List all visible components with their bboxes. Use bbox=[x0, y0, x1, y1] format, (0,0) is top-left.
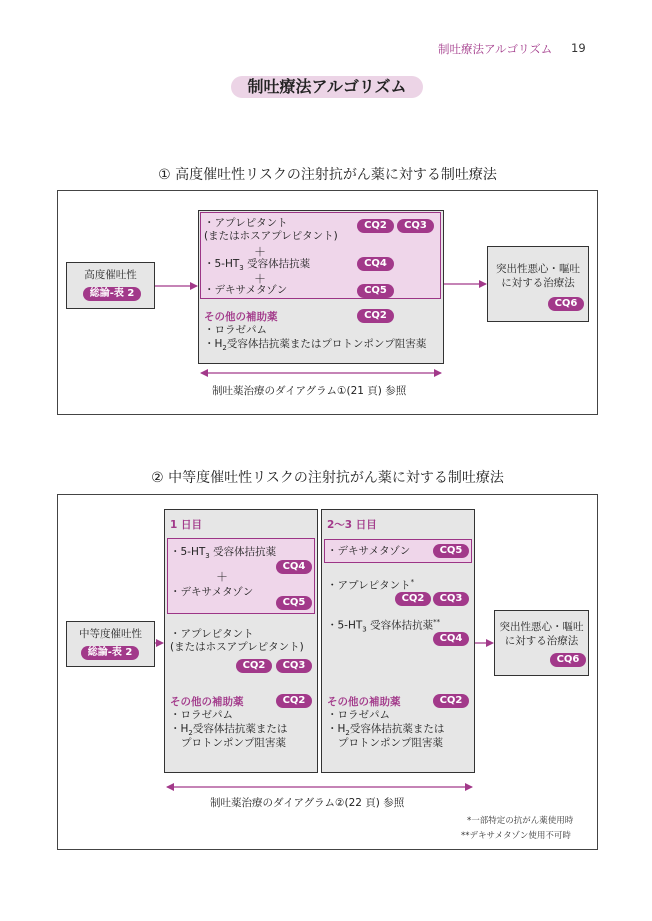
s2-d2-other2-line2: プロトンポンプ阻害薬 bbox=[338, 737, 443, 749]
s2-d2-other-cq2-badge[interactable]: CQ2 bbox=[433, 694, 469, 708]
s2-footnote-2: **デキサメタゾン使用不可時 bbox=[461, 831, 571, 841]
s1-item1-line2: (またはホスアプレピタント) bbox=[204, 230, 338, 242]
section2-title: ② 中等度催吐性リスクの注射抗がん薬に対する制吐療法 bbox=[151, 470, 504, 486]
s2-d2-other1: ・ロラゼパム bbox=[327, 709, 390, 721]
s2-d1-other1: ・ロラゼパム bbox=[170, 709, 233, 721]
s1-plus-2: ＋ bbox=[254, 272, 267, 286]
s1-item3: ・デキサメタゾン bbox=[204, 284, 288, 296]
s2-diagram-ref: 制吐薬治療のダイアグラム②(22 頁) 参照 bbox=[210, 797, 405, 809]
s1-cq4-badge[interactable]: CQ4 bbox=[357, 257, 394, 271]
s2-end-line2: に対する治療法 bbox=[504, 635, 579, 647]
page-title: 制吐療法アルゴリズム bbox=[231, 76, 423, 98]
s2-footnote-1: *一部特定の抗がん薬使用時 bbox=[467, 816, 574, 826]
s1-cq2-badge[interactable]: CQ2 bbox=[357, 219, 394, 233]
s2-d2-item3: ・$5-HT_3$ 受容体拮抗薬** bbox=[327, 618, 441, 634]
s1-cq3-badge[interactable]: CQ3 bbox=[397, 219, 434, 233]
s2-d1-other2: ・$H_2$受容体拮抗薬または bbox=[170, 723, 288, 738]
s2-day1-label: 1 日目 bbox=[170, 519, 202, 531]
s2-d1-item3-line1: ・アプレピタント bbox=[170, 628, 254, 640]
running-header-title: 制吐療法アルゴリズム bbox=[438, 42, 553, 56]
s2-d2-cq2-badge[interactable]: CQ2 bbox=[395, 592, 431, 606]
s2-d2-item2: ・アプレピタント* bbox=[327, 578, 415, 592]
s2-d1-item2: ・デキサメタゾン bbox=[170, 586, 254, 598]
s2-d2-other-label: その他の補助薬 bbox=[327, 696, 401, 708]
s2-d1-other2-line2: プロトンポンプ阻害薬 bbox=[181, 737, 286, 749]
s2-day23-label: 2〜3 日目 bbox=[327, 519, 377, 531]
s2-d1-cq3-badge[interactable]: CQ3 bbox=[276, 659, 312, 673]
s2-d2-cq4-badge[interactable]: CQ4 bbox=[433, 632, 469, 646]
s1-diagram-ref: 制吐薬治療のダイアグラム①(21 頁) 参照 bbox=[212, 385, 407, 397]
s1-plus-1: ＋ bbox=[254, 245, 267, 259]
s2-start-label: 中等度催吐性 bbox=[79, 628, 142, 640]
section1-title: ① 高度催吐性リスクの注射抗がん薬に対する制吐療法 bbox=[158, 167, 497, 183]
s1-start-label: 高度催吐性 bbox=[84, 269, 137, 281]
page-number: 19 bbox=[571, 41, 586, 55]
s1-item1-line1: ・アプレピタント bbox=[204, 217, 288, 229]
s2-d1-item1: ・$5-HT_3$ 受容体拮抗薬 bbox=[170, 546, 277, 561]
s2-d1-item3-line2: (またはホスアプレピタント) bbox=[170, 641, 304, 653]
s2-start-badge[interactable]: 総論-表 2 bbox=[81, 646, 139, 660]
s2-d1-cq5-badge[interactable]: CQ5 bbox=[276, 596, 312, 610]
s2-d1-other-label: その他の補助薬 bbox=[170, 696, 244, 708]
s1-cq5-badge[interactable]: CQ5 bbox=[357, 284, 394, 298]
s1-other1: ・ロラゼパム bbox=[204, 324, 267, 336]
s1-other-cq2-badge[interactable]: CQ2 bbox=[357, 309, 394, 323]
s2-d1-other-cq2-badge[interactable]: CQ2 bbox=[276, 694, 312, 708]
s1-other-label: その他の補助薬 bbox=[204, 311, 278, 323]
s2-d2-cq3-badge[interactable]: CQ3 bbox=[433, 592, 469, 606]
s1-item2: ・$5-HT_3$ 受容体拮抗薬 bbox=[204, 258, 311, 273]
s2-d1-cq2-badge[interactable]: CQ2 bbox=[236, 659, 272, 673]
s1-end-line2: に対する治療法 bbox=[501, 277, 575, 289]
s2-cq6-badge[interactable]: CQ6 bbox=[550, 653, 586, 667]
s2-d2-cq5-badge[interactable]: CQ5 bbox=[433, 544, 469, 558]
s1-other2: ・$H_2$受容体拮抗薬またはプロトンポンプ阻害薬 bbox=[204, 338, 427, 353]
s2-end-line1: 突出性悪心・嘔吐 bbox=[499, 621, 584, 633]
s2-d2-other2: ・$H_2$受容体拮抗薬または bbox=[327, 723, 445, 738]
s1-start-badge[interactable]: 総論-表 2 bbox=[83, 287, 141, 301]
s1-cq6-badge[interactable]: CQ6 bbox=[548, 297, 584, 311]
s2-plus: ＋ bbox=[216, 570, 229, 584]
s2-d2-item1: ・デキサメタゾン bbox=[327, 545, 411, 557]
s1-end-line1: 突出性悪心・嘔吐 bbox=[496, 263, 580, 275]
s2-d1-cq4-badge[interactable]: CQ4 bbox=[276, 560, 312, 574]
